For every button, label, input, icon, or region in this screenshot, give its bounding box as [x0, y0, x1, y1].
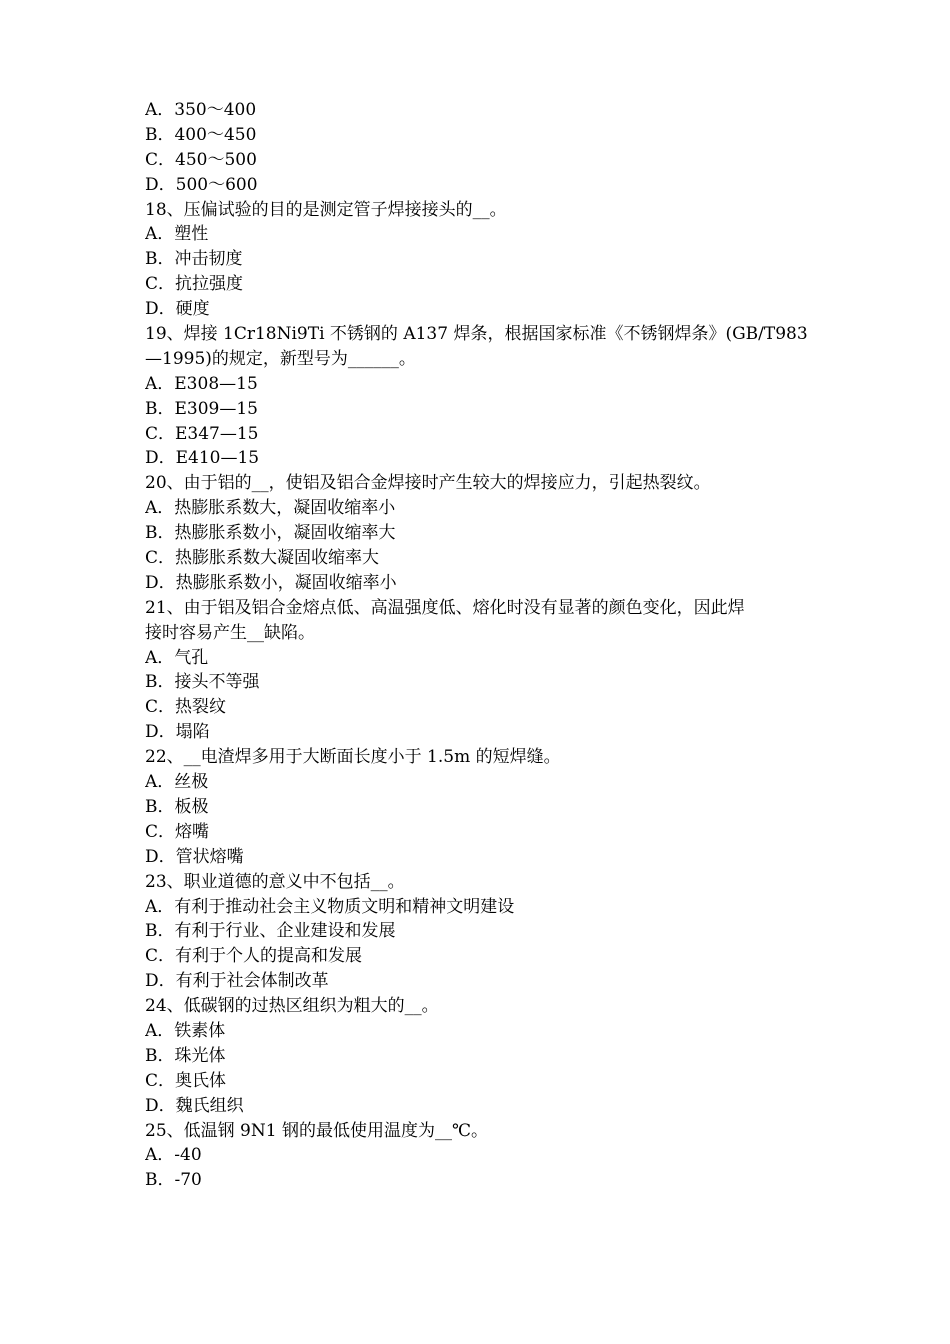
- option-d-18: D．硬度: [145, 299, 210, 320]
- option-a-22: A．丝极: [145, 772, 209, 793]
- question-19-line-1: 19、焊接 1Cr18Ni9Ti 不锈钢的 A137 焊条，根据国家标准《不锈钢焊条》(GB/T983: [145, 324, 808, 345]
- option-d-19: D．E410—15: [145, 448, 260, 469]
- option-d-21: D．塌陷: [145, 722, 210, 743]
- option-b-21: B．接头不等强: [145, 672, 260, 693]
- question-21-line-2: 接时容易产生__缺陷。: [145, 622, 315, 643]
- option-d-22: D．管状熔嘴: [145, 846, 244, 867]
- question-25: 25、低温钢 9N1 钢的最低使用温度为__℃。: [145, 1120, 488, 1141]
- document-body: [145, 98, 825, 1193]
- option-b-17: B．400～450: [145, 124, 257, 145]
- option-a-25: A．-40: [145, 1145, 202, 1166]
- option-c-17: C．450～500: [145, 149, 257, 170]
- option-c-19: C．E347—15: [145, 423, 259, 444]
- option-d-24: D．魏氏组织: [145, 1095, 244, 1116]
- option-d-23: D．有利于社会体制改革: [145, 971, 329, 992]
- option-a-17: A．350～400: [145, 100, 257, 120]
- option-a-24: A．铁素体: [145, 1020, 226, 1041]
- question-20: 20、由于铝的__，使铝及铝合金焊接时产生较大的焊接应力，引起热裂纹。: [145, 473, 711, 494]
- option-b-19: B．E309—15: [145, 398, 258, 419]
- option-d-17: D．500～600: [145, 174, 258, 195]
- option-b-25: B．-70: [145, 1170, 202, 1191]
- option-c-18: C．抗拉强度: [145, 274, 244, 295]
- option-c-22: C．熔嘴: [145, 821, 210, 842]
- question-23: 23、职业道德的意义中不包括__。: [145, 871, 405, 892]
- option-c-24: C．奥氏体: [145, 1070, 227, 1091]
- question-19-line-2: —1995)的规定，新型号为______。: [145, 348, 416, 369]
- option-a-18: A．塑性: [145, 224, 209, 245]
- option-b-24: B．珠光体: [145, 1045, 226, 1066]
- option-c-20: C．热膨胀系数大凝固收缩率大: [145, 548, 380, 569]
- option-b-18: B．冲击韧度: [145, 249, 243, 270]
- question-21-line-1: 21、由于铝及铝合金熔点低、高温强度低、熔化时没有显著的颜色变化，因此焊: [145, 597, 745, 618]
- question-22: 22、__电渣焊多用于大断面长度小于 1.5m 的短焊缝。: [145, 747, 561, 768]
- question-18: 18、压偏试验的目的是测定管子焊接接头的__。: [145, 199, 507, 220]
- option-c-23: C．有利于个人的提高和发展: [145, 946, 363, 967]
- option-b-23: B．有利于行业、企业建设和发展: [145, 921, 396, 942]
- option-b-22: B．板极: [145, 796, 209, 817]
- question-24: 24、低碳钢的过热区组织为粗大的__。: [145, 996, 439, 1017]
- option-b-20: B．热膨胀系数小，凝固收缩率大: [145, 523, 396, 544]
- option-d-20: D．热膨胀系数小，凝固收缩率小: [145, 572, 397, 593]
- option-a-21: A．气孔: [145, 647, 209, 668]
- option-a-19: A．E308—15: [145, 373, 258, 394]
- option-a-20: A．热膨胀系数大，凝固收缩率小: [145, 498, 396, 519]
- option-a-23: A．有利于推动社会主义物质文明和精神文明建设: [145, 896, 515, 917]
- option-c-21: C．热裂纹: [145, 697, 227, 718]
